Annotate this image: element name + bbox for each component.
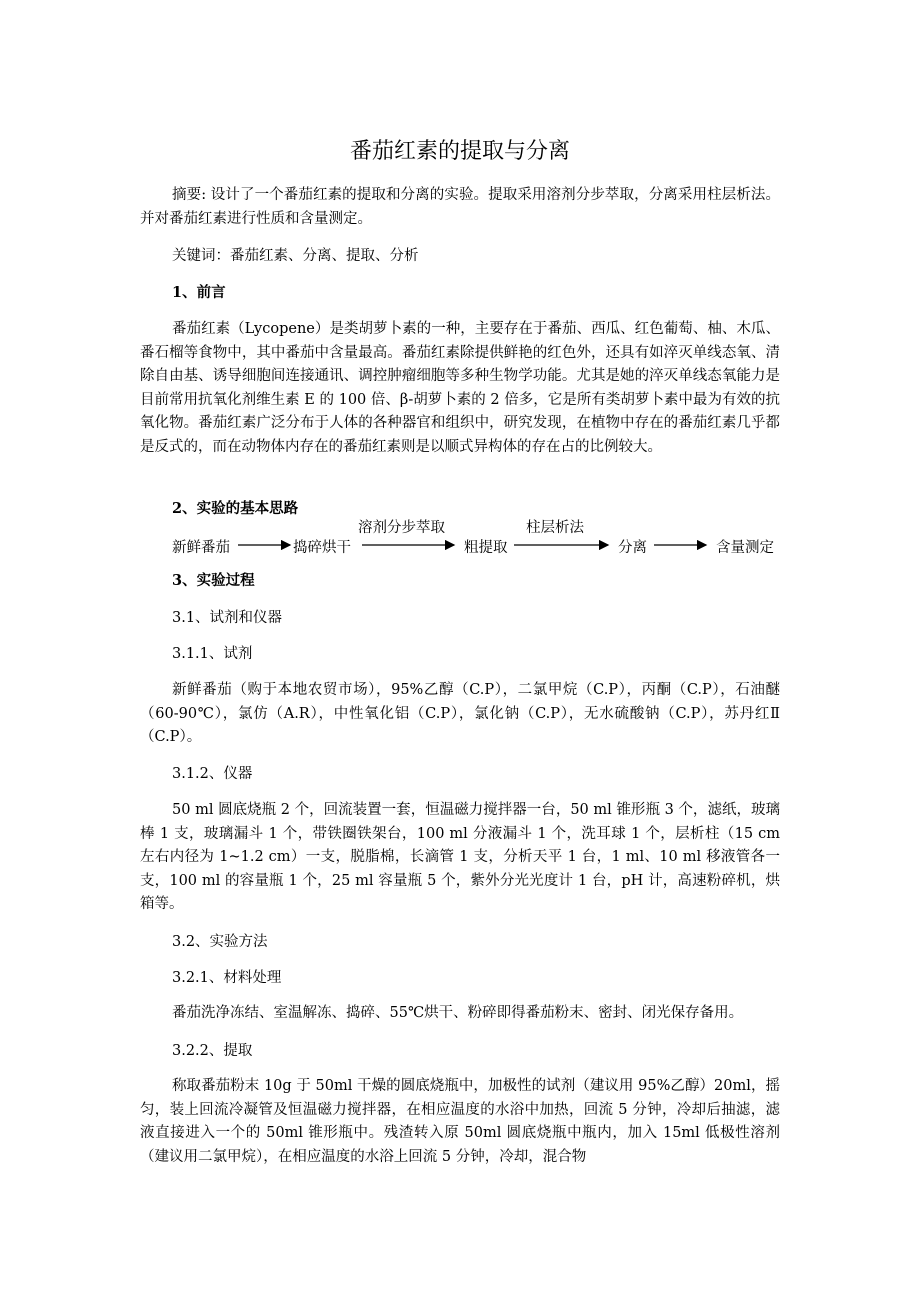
section-3-1-2-heading: 3.1.2、仪器	[172, 766, 253, 782]
flow-step-content-determination: 含量测定	[716, 540, 774, 556]
material-treatment-paragraph: 番茄洗净冻结、室温解冻、捣碎、55℃烘干、粉碎即得番茄粉末、密封、闭光保存备用。	[172, 1005, 744, 1021]
flow-step-separation: 分离	[618, 540, 647, 556]
process-flow-diagram	[172, 512, 792, 562]
flow-step-fresh-tomato: 新鲜番茄	[172, 540, 230, 556]
keywords-line: 关键词：番茄红素、分离、提取、分析	[172, 248, 419, 264]
section-3-2-2-heading: 3.2.2、提取	[172, 1043, 253, 1059]
section-3-2-1-heading: 3.2.1、材料处理	[172, 970, 282, 986]
section-3-heading: 3、实验过程	[172, 572, 255, 589]
introduction-paragraph: 番茄红素（Lycopene）是类胡萝卜素的一种，主要存在于番茄、西瓜、红色葡萄、柚、木瓜、番石榴等食物中，其中番茄中含量最高。番茄红素除提供鲜艳的红色外，还具有如淬灭单线态氧、清除自由基、诱导细胞间连接通讯、调控肿瘤细胞等多种生物学功能。尤其是她的淬灭单线态氧能力是目前常用抗氧化剂维生素 E 的 100 倍、β-胡萝卜素的 2 倍多，它是所有类胡萝卜素中最为有效的抗氧化物。番茄红素广泛分布于人体的各种器官和组织中，研究发现，在植物中存在的番茄红素几乎都是反式的，而在动物体内存在的番茄红素则是以顺式异构体的存在占的比例较大。	[140, 321, 780, 455]
section-2-heading: 2、实验的基本思路	[172, 500, 299, 517]
section-3-1-1-heading: 3.1.1、试剂	[172, 646, 253, 662]
section-1-heading: 1、前言	[172, 284, 226, 301]
section-3-2-heading: 3.2、实验方法	[172, 934, 268, 950]
instruments-paragraph: 50 ml 圆底烧瓶 2 个，回流装置一套，恒温磁力搅拌器一台，50 ml 锥形瓶 3 个，滤纸，玻璃棒 1 支，玻璃漏斗 1 个，带铁圈铁架台，100 ml 分液漏斗 1 个，洗耳球 1 个，层析柱（15 cm 左右内径为 1~1.2 cm）一支，脱脂棉，长滴管 1 支，分析天平 1 台，1 ml、10 ml 移液管各一支，100 ml 的容量瓶 1 个，25 ml 容量瓶 5 个，紫外分光光度计 1 台，pH 计，高速粉碎机，烘箱等。	[140, 802, 780, 912]
abstract-paragraph: 摘要: 设计了一个番茄红素的提取和分离的实验。提取采用溶剂分步萃取，分离采用柱层析法。并对番茄红素进行性质和含量测定。	[140, 187, 780, 227]
document-title: 番茄红素的提取与分离	[349, 139, 570, 164]
section-3-1-heading: 3.1、试剂和仪器	[172, 610, 283, 626]
flow-step-crush-dry: 捣碎烘干	[293, 540, 351, 556]
flow-label-solvent-extraction: 溶剂分步萃取	[358, 520, 445, 536]
flow-step-crude-extract: 粗提取	[464, 540, 508, 556]
flow-label-column-chromatography: 柱层析法	[526, 520, 584, 536]
reagents-paragraph: 新鲜番茄（购于本地农贸市场），95%乙醇（C.P），二氯甲烷（C.P），丙酮（C.P），石油醚（60-90℃），氯仿（A.R），中性氧化铝（C.P），氯化钠（C.P），无水硫酸钠（C.P），苏丹红Ⅱ（C.P）。	[140, 682, 780, 745]
extraction-paragraph: 称取番茄粉末 10g 于 50ml 干燥的圆底烧瓶中，加极性的试剂（建议用 95%乙醇）20ml，摇匀，装上回流冷凝管及恒温磁力搅拌器，在相应温度的水浴中加热，回流 5 分钟，冷却后抽滤，滤液直接进入一个的 50ml 锥形瓶中。残渣转入原 50ml 圆底烧瓶中瓶内，加入 15ml 低极性溶剂（建议用二氯甲烷），在相应温度的水浴上回流 5 分钟，冷却，混合物	[140, 1078, 780, 1165]
